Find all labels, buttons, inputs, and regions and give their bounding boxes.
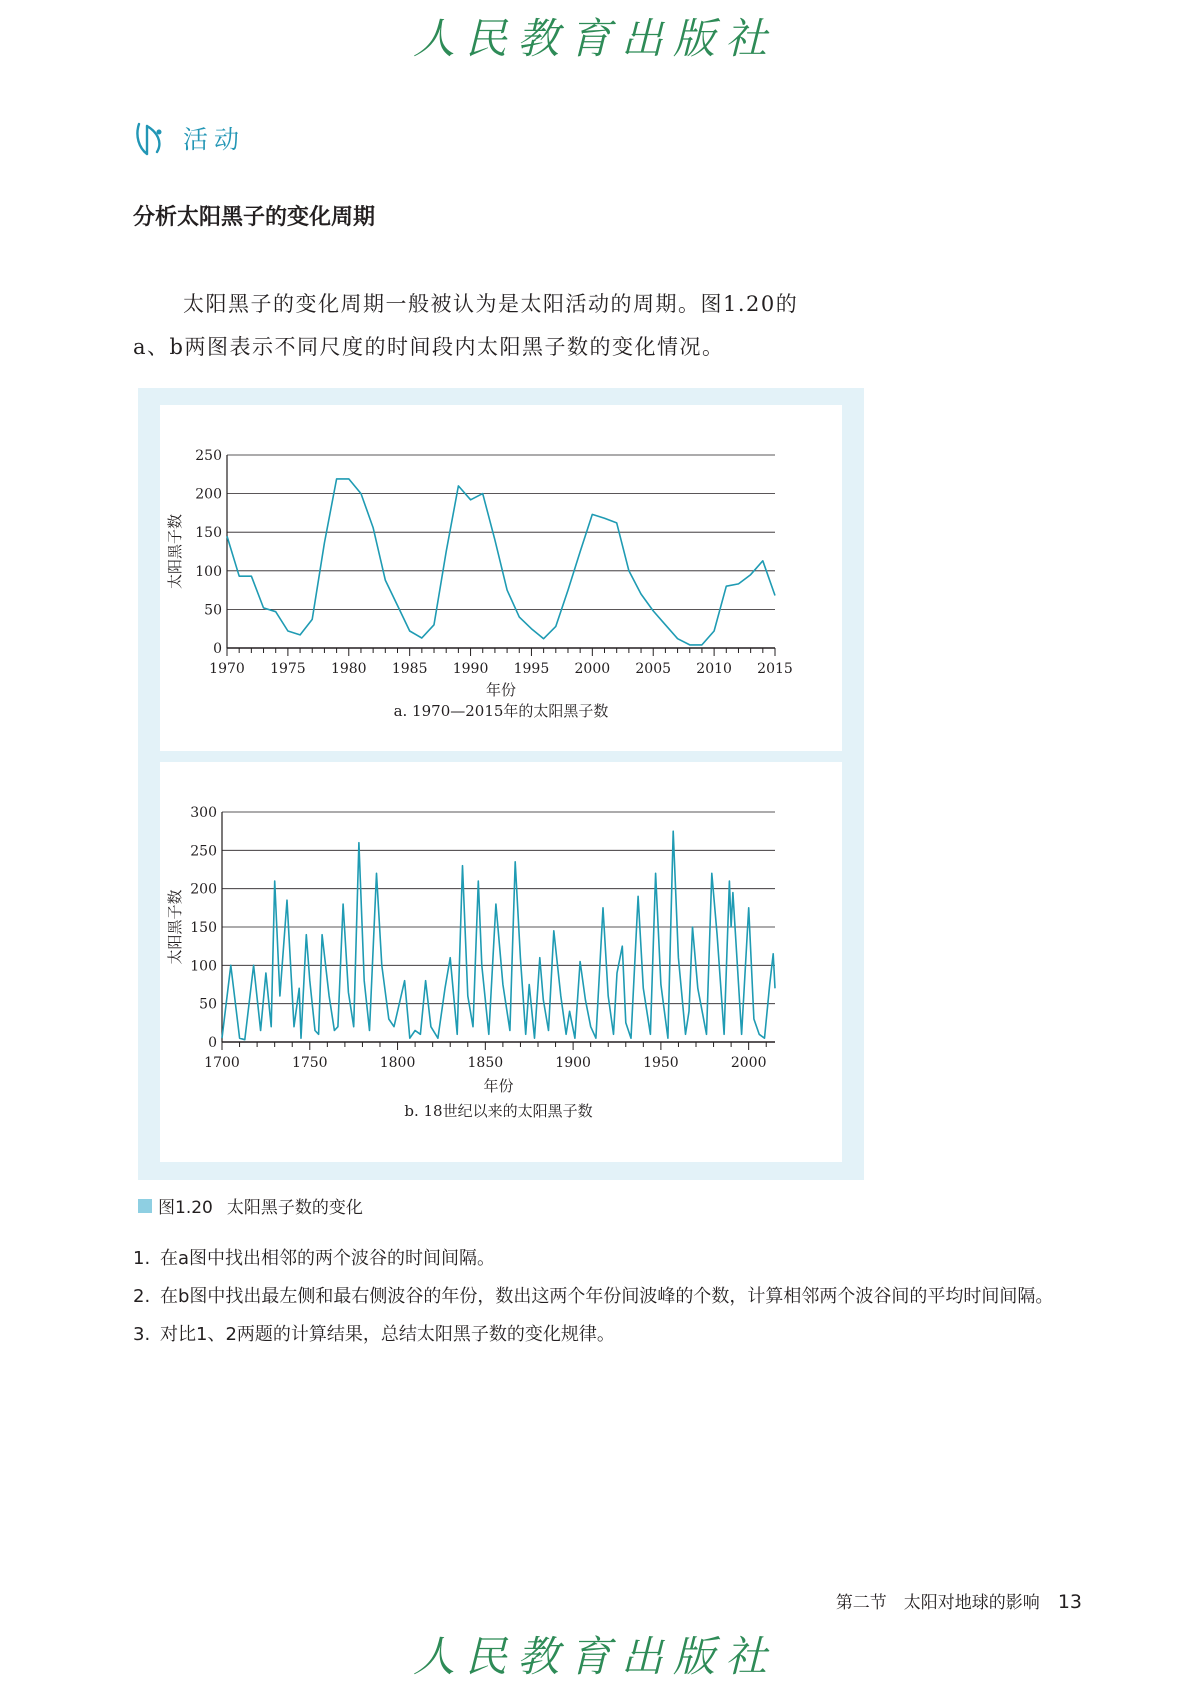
- y-tick-label: 300: [190, 805, 217, 821]
- activity-icon: [133, 118, 173, 158]
- question-item: [133, 1278, 1093, 1316]
- x-tick-label: 1975: [270, 661, 306, 677]
- y-tick-label: 150: [190, 920, 217, 936]
- question-text: 在a图中找出相邻的两个波谷的时间间隔。: [160, 1248, 496, 1269]
- y-tick-label: 0: [213, 641, 222, 657]
- activity-label: 活动: [183, 125, 246, 154]
- y-axis-label: 太阳黑子数: [166, 513, 184, 590]
- y-axis-label: 太阳黑子数: [166, 889, 184, 965]
- chart-panel-b: [160, 762, 842, 1162]
- x-tick-label: 1750: [291, 1055, 328, 1071]
- paragraph-line-1: 太阳黑子的变化周期一般被认为是太阳活动的周期。图1.20的: [183, 292, 799, 316]
- x-tick-label: 1985: [391, 661, 428, 677]
- x-tick-label: 2010: [696, 661, 732, 677]
- question-item: [133, 1316, 1093, 1354]
- section-heading: 分析太阳黑子的变化周期: [133, 205, 376, 230]
- chart-caption: a. 1970—2015年的太阳黑子数: [393, 702, 609, 720]
- x-tick-label: 1970: [209, 661, 245, 677]
- y-tick-label: 100: [190, 958, 217, 975]
- question-text: 在b图中找出最左侧和最右侧波谷的年份，数出这两个年份间波峰的个数，计算相邻两个波谷间的平均时间间隔。: [160, 1286, 1054, 1307]
- publisher-logo: 人民教育出版社: [412, 14, 777, 63]
- page-footer: [836, 1588, 1082, 1613]
- y-tick-label: 50: [199, 996, 217, 1013]
- question-number: 2.: [133, 1286, 151, 1307]
- y-tick-label: 100: [195, 563, 222, 580]
- x-tick-label: 1995: [513, 661, 550, 677]
- page-number: 13: [1057, 1591, 1082, 1613]
- x-tick-label: 1900: [555, 1055, 591, 1071]
- y-tick-label: 0: [208, 1035, 217, 1051]
- x-tick-label: 2000: [574, 661, 611, 677]
- x-axis-label: 年份: [483, 1077, 514, 1095]
- y-tick-label: 200: [195, 486, 222, 503]
- x-tick-label: 2015: [757, 661, 793, 677]
- figure-frame: [138, 388, 864, 1180]
- figure-caption: [138, 1193, 363, 1218]
- x-axis-label: 年份: [485, 681, 517, 699]
- x-tick-label: 1990: [452, 661, 489, 677]
- x-tick-label: 1850: [467, 1055, 504, 1071]
- x-tick-label: 1980: [330, 661, 367, 677]
- footer-section: 第二节 太阳对地球的影响: [835, 1593, 1040, 1613]
- question-number: 3.: [133, 1324, 151, 1345]
- caption-square-icon: [138, 1199, 152, 1213]
- series-line: [227, 479, 775, 645]
- series-line: [222, 831, 775, 1039]
- y-tick-label: 200: [190, 881, 217, 898]
- question-text: 对比1、2两题的计算结果，总结太阳黑子数的变化规律。: [160, 1324, 615, 1345]
- activity-header: [133, 118, 245, 158]
- x-tick-label: 1700: [204, 1055, 240, 1071]
- y-tick-label: 50: [204, 602, 222, 619]
- figure-number: 图1.20: [158, 1198, 213, 1218]
- chart-caption: b. 18世纪以来的太阳黑子数: [404, 1102, 593, 1120]
- chart-b: [160, 762, 842, 1162]
- intro-paragraph: [133, 283, 863, 369]
- chart-a: [160, 405, 842, 751]
- y-tick-label: 150: [195, 525, 222, 542]
- x-tick-label: 2000: [730, 1055, 767, 1071]
- x-tick-label: 1950: [643, 1055, 679, 1071]
- y-tick-label: 250: [190, 843, 217, 860]
- paragraph-line-2: a、b两图表示不同尺度的时间段内太阳黑子数的变化情况。: [133, 335, 725, 359]
- question-number: 1.: [133, 1248, 151, 1269]
- chart-panel-a: [160, 405, 842, 751]
- question-list: [133, 1240, 1093, 1354]
- x-tick-label: 1800: [379, 1055, 416, 1071]
- x-tick-label: 2005: [635, 661, 672, 677]
- question-item: [133, 1240, 1093, 1278]
- figure-title: 太阳黑子数的变化: [226, 1198, 363, 1218]
- y-tick-label: 250: [195, 448, 222, 464]
- publisher-logo-bottom: 人民教育出版社: [412, 1632, 777, 1681]
